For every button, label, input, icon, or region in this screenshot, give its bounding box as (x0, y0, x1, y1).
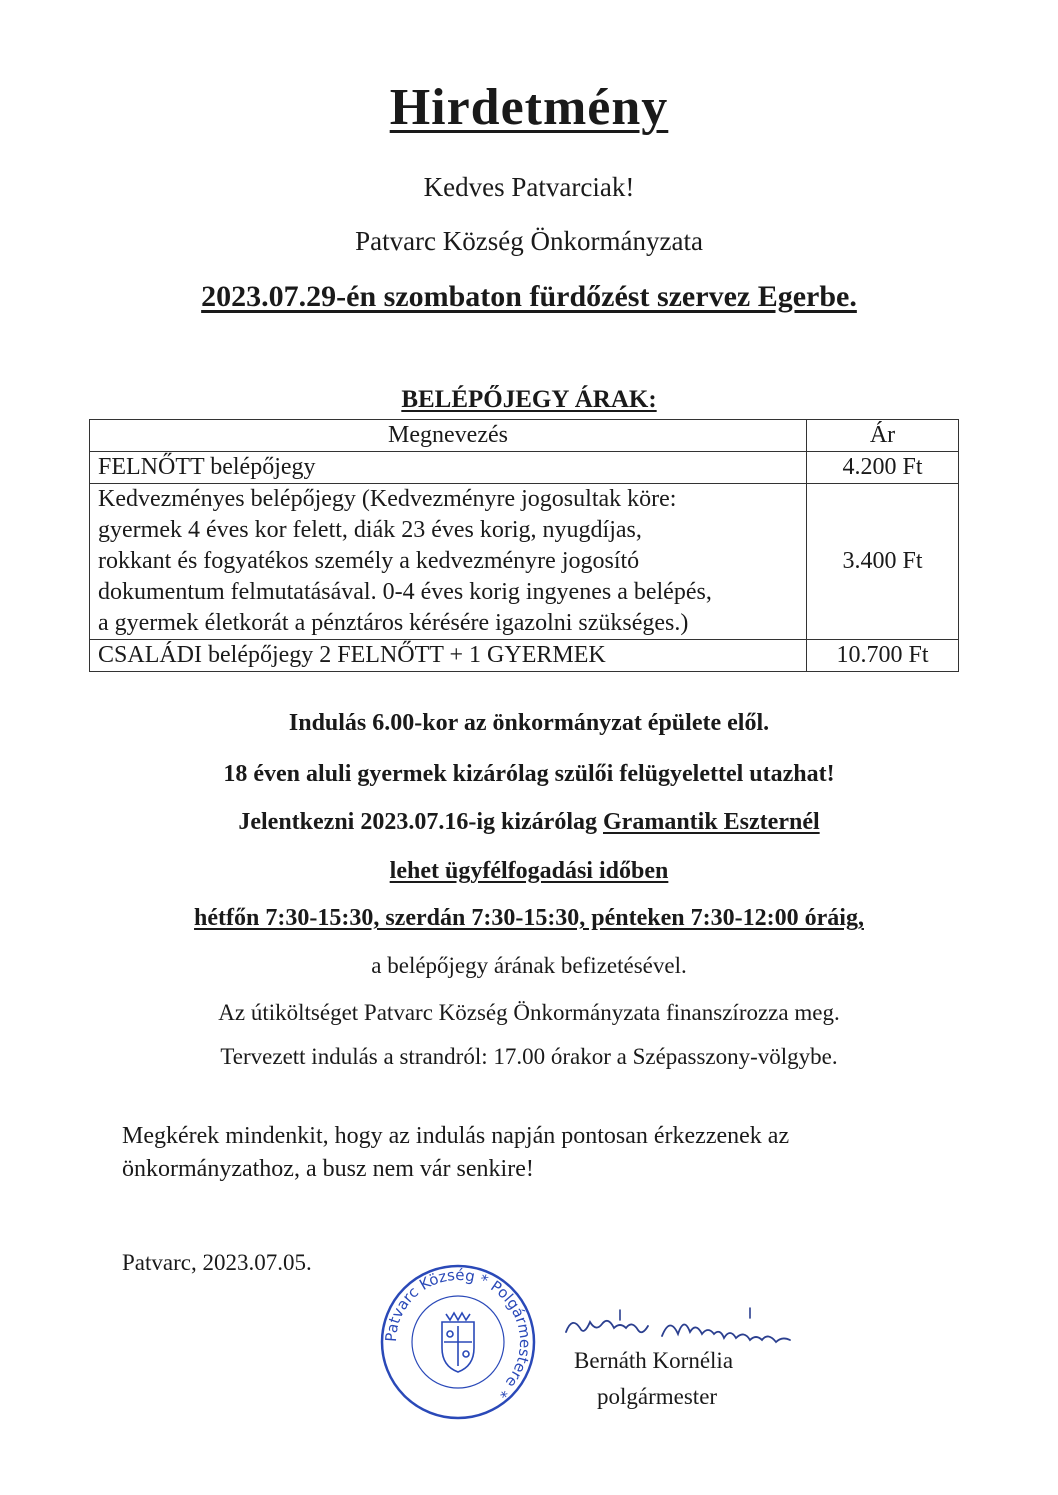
registration-prefix: Jelentkezni 2023.07.16-ig kizárólag (238, 809, 603, 835)
place-date: Patvarc, 2023.07.05. (122, 1250, 312, 1275)
row-name-line: rokkant és fogyatékos személy a kedvezményre jogosító (98, 548, 640, 574)
row-name: FELNŐTT belépőjegy (90, 452, 807, 484)
table-row (90, 484, 959, 640)
official-stamp (378, 1262, 538, 1422)
closing-line: önkormányzathoz, a busz nem vár senkire! (122, 1156, 534, 1182)
row-name: CSALÁDI belépőjegy 2 FELNŐTT + 1 GYERMEK (90, 640, 807, 672)
column-header-price: Ár (807, 420, 959, 452)
minors-info: 18 éven aluli gyermek kizárólag szülői felügyelettel utazhat! (223, 761, 835, 787)
signer-name: Bernáth Kornélia (574, 1348, 734, 1373)
payment-info: a belépőjegy árának befizetésével. (371, 953, 687, 978)
row-name-line: a gyermek életkorát a pénztáros kérésére igazolni szükséges.) (98, 610, 689, 636)
signer-title: polgármester (597, 1384, 718, 1409)
row-name-line: dokumentum felmutatásával. 0-4 éves korig ingyenes a belépés, (98, 579, 712, 605)
table-row (90, 640, 959, 672)
registration-time: lehet ügyfélfogadási időben (389, 858, 669, 884)
row-name-line: Kedvezményes belépőjegy (Kedvezményre jogosultak köre: (98, 486, 677, 512)
event-headline: 2023.07.29-én szombaton fürdőzést szervez Egerbe. (201, 280, 857, 313)
coat-of-arms-icon (442, 1313, 474, 1372)
departure-info: Indulás 6.00-kor az önkormányzat épülete elől. (288, 710, 770, 736)
closing-line: Megkérek mindenkit, hogy az indulás napján pontosan érkezzenek az (122, 1123, 790, 1149)
greeting: Kedves Patvarciak! (423, 172, 635, 202)
funding-info: Az útiköltséget Patvarc Község Önkormányzata finanszírozza meg. (218, 1000, 840, 1025)
registration-person: Gramantik Eszternél (603, 809, 820, 835)
row-price: 4.200 Ft (807, 452, 959, 484)
price-table-caption: BELÉPŐJEGY ÁRAK: (401, 386, 657, 413)
registration-info (0, 809, 1058, 836)
row-price: 10.700 Ft (807, 640, 959, 672)
row-name (90, 484, 807, 640)
column-header-name: Megnevezés (90, 420, 807, 452)
stamp-text: Patvarc Község * Polgármestere * (381, 1265, 535, 1402)
return-info: Tervezett indulás a strandról: 17.00 órakor a Szépasszony-völgybe. (220, 1044, 838, 1069)
page-title: Hirdetmény (389, 79, 669, 136)
row-name-line: gyermek 4 éves kor felett, diák 23 éves korig, nyugdíjas, (98, 517, 642, 543)
organizer: Patvarc Község Önkormányzata (355, 226, 703, 256)
price-table (89, 419, 959, 672)
table-header-row (90, 420, 959, 452)
signature (560, 1302, 850, 1348)
closing-paragraph (122, 1120, 927, 1186)
table-row (90, 452, 959, 484)
row-price: 3.400 Ft (807, 484, 959, 640)
office-hours: hétfőn 7:30-15:30, szerdán 7:30-15:30, pénteken 7:30-12:00 óráig, (194, 905, 864, 931)
